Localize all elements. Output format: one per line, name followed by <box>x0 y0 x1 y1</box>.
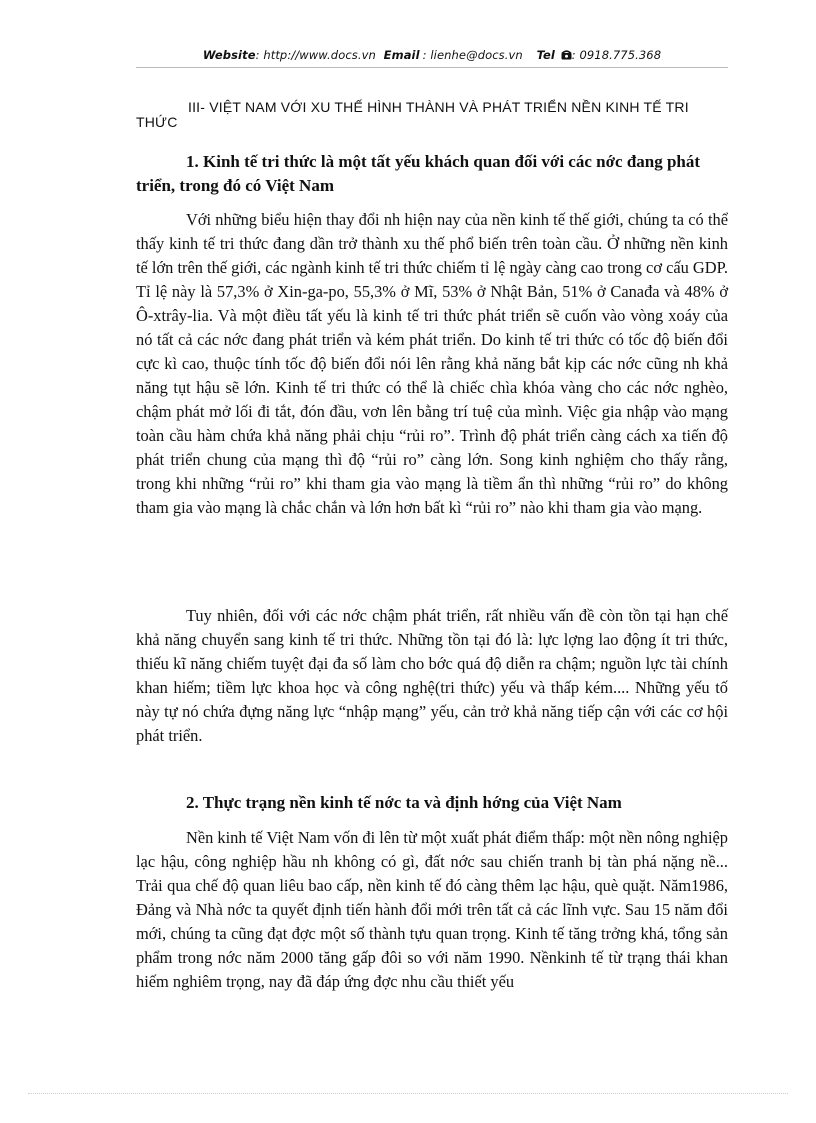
email-value: : lienhe@docs.vn <box>422 48 523 62</box>
section-title: III- VIỆT NAM VỚI XU THẾ HÌNH THÀNH VÀ PHÁT TRIỂN NỀN KINH TẾ TRI THỨC <box>136 99 689 130</box>
header-divider <box>136 67 728 68</box>
subsection-2-title: 2. Thực trạng nền kinh tế nớc ta và định hớng của Việt Nam <box>186 793 622 812</box>
website-label: Website <box>202 48 256 62</box>
tel-value: : 0918.775.368 <box>571 48 662 62</box>
tel-label: Tel <box>536 48 555 62</box>
paragraph-2: Tuy nhiên, đối với các nớc chậm phát triển, rất nhiều vấn đề còn tồn tại hạn chế khả năng chuyển sang kinh tế tri thức. Những tồn tại đó là: lực lợng lao động ít tri thức, thiếu kĩ năng chiếm tuyệt đại đa số làm cho bớc quá độ diễn ra chậm; nguồn lực tài chính khan hiếm; tiềm lực khoa học và công nghệ(tri thức) yếu và thấp kém.... Những yếu tố này tự nó chứa đựng năng lực “nhập mạng” yếu, cản trở khả năng tiếp cận với các cơ hội phát triển. <box>136 606 728 745</box>
phone-icon <box>561 49 572 63</box>
subsection-1-title: 1. Kinh tế tri thức là một tất yếu khách quan đối với các nớc đang phát triển, trong đó có Việt Nam <box>136 152 701 195</box>
paragraph-3: Nền kinh tế Việt Nam vốn đi lên từ một xuất phát điểm thấp: một nền nông nghiệp lạc hậu, công nghiệp hầu nh không có gì, đất nớc sau chiến tranh bị tàn phá nặng nề... Trải qua chế độ quan liêu bao cấp, nền kinh tế đó càng thêm lạc hậu, què quặt. Năm1986, Đảng và Nhà nớc ta quyết định tiến hành đổi mới trên tất cả các lĩnh vực. Sau 15 năm đổi mới, chúng ta cũng đạt đợc một số thành tựu quan trọng. Kinh tế tăng trởng khá, tổng sản phẩm trong nớc năm 2000 tăng gấp đôi so với năm 1990. Nềnkinh tế từ trạng thái khan hiếm nghiêm trọng, nay đã đáp ứng đợc nhu cầu thiết yếu <box>136 828 728 991</box>
page-header <box>136 48 728 63</box>
page-bottom-divider <box>28 1093 788 1094</box>
website-value: : http://www.docs.vn <box>255 48 376 62</box>
email-label: Email <box>383 48 420 62</box>
paragraph-1: Với những biểu hiện thay đổi nh hiện nay của nền kinh tế thế giới, chúng ta có thể thấy kinh tế tri thức đang dần trở thành xu thế phổ biến trên toàn cầu. Ở những nền kinh tế lớn trên thế giới, các ngành kinh tế tri thức chiếm tỉ lệ ngày càng cao trong cơ cấu GDP. Tỉ lệ này là 57,3% ở Xin-ga-po, 55,3% ở Mĩ, 53% ở Nhật Bản, 51% ở Canađa và 48% ở Ô-xtrây-lia. Và một điều tất yếu là kinh tế tri thức phát triển sẽ cuốn vào vòng xoáy của nó tất cả các nớc đang phát triển và kém phát triển. Do kinh tế tri thức có tốc độ biến đổi cực kì cao, thuộc tính tốc độ biến đổi nói lên rằng khả năng bắt kịp các nớc cũng nh khả năng tụt hậu sẽ lớn. Kinh tế tri thức có thể là chiếc chìa khóa vàng cho các nớc nghèo, chậm phát mở lối đi tắt, đón đầu, vơn lên bằng trí tuệ của mình. Việc gia nhập vào mạng toàn cầu hàm chứa khả năng phải chịu “rủi ro”. Trình độ phát triển càng cách xa tiến độ phát triển chung của mạng thì độ “rủi ro” càng lớn. Song kinh nghiệm cho thấy rằng, trong khi những “rủi ro” khi tham gia vào mạng là tiềm ẩn thì những “rủi ro” do không tham gia vào mạng là chắc chắn và lớn hơn bất kì “rủi ro” nào khi tham gia vào mạng. <box>136 210 728 517</box>
